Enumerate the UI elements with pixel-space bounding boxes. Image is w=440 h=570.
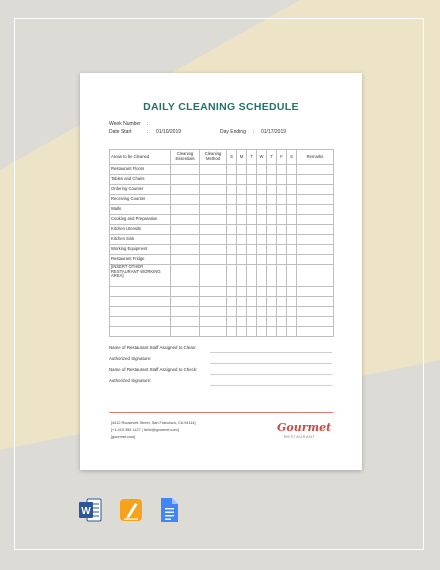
schedule-cell[interactable] bbox=[277, 225, 287, 235]
schedule-cell[interactable] bbox=[287, 185, 297, 195]
schedule-cell[interactable] bbox=[200, 235, 227, 245]
table-header-cell: F bbox=[277, 150, 287, 165]
schedule-cell[interactable] bbox=[277, 287, 287, 297]
schedule-cell[interactable] bbox=[171, 297, 200, 307]
schedule-cell[interactable] bbox=[267, 195, 277, 205]
schedule-cell[interactable] bbox=[200, 195, 227, 205]
staff-check-label: Name of Restaurant Staff Assigned to Check: bbox=[109, 367, 198, 372]
schedule-cell[interactable] bbox=[257, 287, 267, 297]
table-header-cell: M bbox=[237, 150, 247, 165]
schedule-cell[interactable] bbox=[297, 265, 334, 287]
schedule-cell[interactable] bbox=[237, 225, 247, 235]
authorized-signature-line-1[interactable] bbox=[210, 363, 332, 364]
table-header-cell: Areas to be Cleaned bbox=[110, 150, 171, 165]
schedule-cell[interactable] bbox=[297, 245, 334, 255]
schedule-cell[interactable] bbox=[247, 255, 257, 265]
schedule-cell[interactable] bbox=[200, 225, 227, 235]
schedule-cell[interactable] bbox=[171, 327, 200, 337]
schedule-cell[interactable] bbox=[257, 205, 267, 215]
schedule-cell[interactable] bbox=[247, 235, 257, 245]
table-row bbox=[110, 215, 334, 225]
schedule-cell[interactable] bbox=[171, 255, 200, 265]
table-header-cell: Cleaning Method bbox=[200, 150, 227, 165]
schedule-cell[interactable] bbox=[227, 235, 237, 245]
date-start-value: 01/10/2019 bbox=[156, 129, 182, 135]
schedule-cell[interactable] bbox=[227, 287, 237, 297]
schedule-cell[interactable] bbox=[237, 175, 247, 185]
schedule-cell[interactable] bbox=[287, 297, 297, 307]
schedule-cell[interactable] bbox=[287, 175, 297, 185]
date-start-sep: : bbox=[147, 129, 149, 135]
table-row bbox=[110, 235, 334, 245]
table-header-cell: W bbox=[257, 150, 267, 165]
word-icon[interactable] bbox=[78, 497, 102, 523]
schedule-cell[interactable] bbox=[247, 185, 257, 195]
schedule-cell[interactable] bbox=[200, 297, 227, 307]
area-cell: Kitchen Sink bbox=[110, 235, 171, 245]
schedule-cell[interactable] bbox=[257, 297, 267, 307]
schedule-cell[interactable] bbox=[257, 225, 267, 235]
schedule-cell[interactable] bbox=[257, 235, 267, 245]
schedule-cell[interactable] bbox=[277, 195, 287, 205]
schedule-cell[interactable] bbox=[237, 307, 247, 317]
staff-clean-line[interactable] bbox=[210, 352, 332, 353]
day-ending-value: 01/17/2019 bbox=[261, 129, 287, 135]
staff-check-line[interactable] bbox=[210, 374, 332, 375]
schedule-cell[interactable] bbox=[247, 175, 257, 185]
schedule-cell[interactable] bbox=[171, 185, 200, 195]
table-row bbox=[110, 195, 334, 205]
schedule-cell[interactable] bbox=[171, 165, 200, 175]
schedule-cell[interactable] bbox=[257, 185, 267, 195]
table-row bbox=[110, 255, 334, 265]
schedule-cell[interactable] bbox=[267, 327, 277, 337]
schedule-cell[interactable] bbox=[277, 255, 287, 265]
area-cell: Tables and Chairs bbox=[110, 175, 171, 185]
schedule-cell[interactable] bbox=[267, 175, 277, 185]
footer-divider bbox=[109, 412, 333, 413]
schedule-cell[interactable] bbox=[297, 165, 334, 175]
schedule-cell[interactable] bbox=[247, 195, 257, 205]
schedule-cell[interactable] bbox=[287, 205, 297, 215]
schedule-cell[interactable] bbox=[257, 245, 267, 255]
schedule-cell[interactable] bbox=[200, 205, 227, 215]
schedule-cell[interactable] bbox=[247, 327, 257, 337]
area-cell: Receiving Counter bbox=[110, 195, 171, 205]
schedule-cell[interactable] bbox=[287, 287, 297, 297]
schedule-cell[interactable] bbox=[237, 317, 247, 327]
schedule-cell[interactable] bbox=[200, 265, 227, 287]
schedule-cell[interactable] bbox=[171, 265, 200, 287]
table-row bbox=[110, 297, 334, 307]
pages-icon[interactable] bbox=[119, 497, 143, 523]
schedule-cell[interactable] bbox=[277, 215, 287, 225]
schedule-cell[interactable] bbox=[257, 307, 267, 317]
schedule-cell[interactable] bbox=[247, 287, 257, 297]
schedule-cell[interactable] bbox=[171, 225, 200, 235]
schedule-cell[interactable] bbox=[297, 307, 334, 317]
schedule-cell[interactable] bbox=[267, 317, 277, 327]
schedule-cell[interactable] bbox=[247, 317, 257, 327]
cleaning-schedule-table bbox=[109, 149, 334, 337]
schedule-cell[interactable] bbox=[237, 245, 247, 255]
schedule-cell[interactable] bbox=[287, 307, 297, 317]
schedule-cell[interactable] bbox=[237, 195, 247, 205]
schedule-cell[interactable] bbox=[237, 255, 247, 265]
schedule-cell[interactable] bbox=[237, 235, 247, 245]
schedule-cell[interactable] bbox=[227, 255, 237, 265]
schedule-cell[interactable] bbox=[297, 235, 334, 245]
schedule-cell[interactable] bbox=[277, 185, 287, 195]
area-cell bbox=[110, 307, 171, 317]
schedule-cell[interactable] bbox=[297, 205, 334, 215]
schedule-cell[interactable] bbox=[171, 245, 200, 255]
schedule-cell[interactable] bbox=[200, 215, 227, 225]
document-page bbox=[80, 73, 362, 470]
authorized-signature-line-2[interactable] bbox=[210, 385, 332, 386]
schedule-cell[interactable] bbox=[257, 175, 267, 185]
staff-clean-label: Name of Restaurant Staff Assigned to Clean: bbox=[109, 345, 197, 350]
week-number-sep: : bbox=[147, 121, 149, 127]
authorized-signature-label-2: Authorized Signature: bbox=[109, 378, 152, 383]
schedule-cell[interactable] bbox=[267, 287, 277, 297]
schedule-cell[interactable] bbox=[287, 215, 297, 225]
schedule-cell[interactable] bbox=[287, 255, 297, 265]
table-header-cell: Cleaning Essentials bbox=[171, 150, 200, 165]
schedule-cell[interactable] bbox=[227, 185, 237, 195]
schedule-cell[interactable] bbox=[200, 287, 227, 297]
table-header-cell: T bbox=[247, 150, 257, 165]
schedule-cell[interactable] bbox=[247, 307, 257, 317]
table-row bbox=[110, 175, 334, 185]
schedule-cell[interactable] bbox=[267, 297, 277, 307]
document-title: DAILY CLEANING SCHEDULE bbox=[143, 101, 299, 113]
schedule-cell[interactable] bbox=[200, 165, 227, 175]
schedule-cell[interactable] bbox=[297, 225, 334, 235]
date-start-label: Date Start bbox=[109, 129, 132, 135]
table-header-cell: Remarks bbox=[297, 150, 334, 165]
schedule-cell[interactable] bbox=[257, 327, 267, 337]
schedule-cell[interactable] bbox=[277, 175, 287, 185]
table-row bbox=[110, 307, 334, 317]
table-row bbox=[110, 205, 334, 215]
schedule-cell[interactable] bbox=[247, 265, 257, 287]
schedule-cell[interactable] bbox=[227, 205, 237, 215]
area-cell bbox=[110, 317, 171, 327]
schedule-cell[interactable] bbox=[247, 205, 257, 215]
schedule-cell[interactable] bbox=[200, 185, 227, 195]
schedule-cell[interactable] bbox=[277, 327, 287, 337]
schedule-cell[interactable] bbox=[277, 245, 287, 255]
schedule-cell[interactable] bbox=[227, 165, 237, 175]
schedule-cell[interactable] bbox=[171, 205, 200, 215]
schedule-cell[interactable] bbox=[287, 195, 297, 205]
schedule-cell[interactable] bbox=[297, 195, 334, 205]
schedule-cell[interactable] bbox=[297, 297, 334, 307]
schedule-cell[interactable] bbox=[277, 297, 287, 307]
schedule-cell[interactable] bbox=[287, 165, 297, 175]
schedule-cell[interactable] bbox=[247, 225, 257, 235]
table-row bbox=[110, 327, 334, 337]
schedule-cell[interactable] bbox=[287, 225, 297, 235]
area-cell: Cooking and Preparation bbox=[110, 215, 171, 225]
schedule-cell[interactable] bbox=[257, 255, 267, 265]
area-cell bbox=[110, 287, 171, 297]
word-icon-letter: W bbox=[81, 506, 91, 517]
schedule-cell[interactable] bbox=[227, 245, 237, 255]
table-row bbox=[110, 287, 334, 297]
schedule-cell[interactable] bbox=[247, 215, 257, 225]
schedule-cell[interactable] bbox=[297, 185, 334, 195]
schedule-cell[interactable] bbox=[237, 265, 247, 287]
schedule-cell[interactable] bbox=[171, 175, 200, 185]
schedule-cell[interactable] bbox=[277, 307, 287, 317]
schedule-cell[interactable] bbox=[200, 245, 227, 255]
google-docs-icon[interactable] bbox=[157, 497, 181, 523]
schedule-cell[interactable] bbox=[287, 317, 297, 327]
schedule-cell[interactable] bbox=[257, 265, 267, 287]
schedule-cell[interactable] bbox=[257, 317, 267, 327]
schedule-cell[interactable] bbox=[267, 215, 277, 225]
schedule-cell[interactable] bbox=[297, 255, 334, 265]
schedule-cell[interactable] bbox=[267, 307, 277, 317]
schedule-cell[interactable] bbox=[267, 165, 277, 175]
schedule-cell[interactable] bbox=[277, 235, 287, 245]
area-cell bbox=[110, 297, 171, 307]
schedule-cell[interactable] bbox=[247, 297, 257, 307]
table-row bbox=[110, 245, 334, 255]
schedule-cell[interactable] bbox=[237, 165, 247, 175]
schedule-cell[interactable] bbox=[227, 225, 237, 235]
day-ending-label: Day Ending bbox=[220, 129, 246, 135]
schedule-cell[interactable] bbox=[297, 327, 334, 337]
schedule-cell[interactable] bbox=[237, 287, 247, 297]
schedule-cell[interactable] bbox=[200, 255, 227, 265]
table-row bbox=[110, 317, 334, 327]
schedule-cell[interactable] bbox=[227, 317, 237, 327]
schedule-cell[interactable] bbox=[267, 185, 277, 195]
schedule-cell[interactable] bbox=[267, 235, 277, 245]
schedule-cell[interactable] bbox=[287, 327, 297, 337]
schedule-cell[interactable] bbox=[287, 265, 297, 287]
schedule-cell[interactable] bbox=[200, 307, 227, 317]
table-header-cell: S bbox=[227, 150, 237, 165]
schedule-cell[interactable] bbox=[200, 175, 227, 185]
schedule-cell[interactable] bbox=[171, 195, 200, 205]
schedule-cell[interactable] bbox=[237, 327, 247, 337]
schedule-cell[interactable] bbox=[267, 245, 277, 255]
table-header-cell: T bbox=[267, 150, 277, 165]
schedule-cell[interactable] bbox=[227, 327, 237, 337]
footer-website: [gourmet.com] bbox=[111, 435, 136, 439]
gourmet-logo-subtitle: RESTAURANT bbox=[284, 435, 316, 439]
table-header-row bbox=[110, 150, 334, 165]
schedule-cell[interactable] bbox=[257, 215, 267, 225]
area-cell: Restaurant Floors bbox=[110, 165, 171, 175]
schedule-cell[interactable] bbox=[247, 165, 257, 175]
day-ending-sep: : bbox=[253, 129, 255, 135]
table-row bbox=[110, 225, 334, 235]
schedule-cell[interactable] bbox=[277, 165, 287, 175]
area-cell: Kitchen Utensils bbox=[110, 225, 171, 235]
schedule-cell[interactable] bbox=[287, 235, 297, 245]
schedule-cell[interactable] bbox=[277, 205, 287, 215]
footer-contact: [+1-415 355 1127 | hello@gourmet.com] bbox=[111, 428, 179, 432]
schedule-cell[interactable] bbox=[297, 175, 334, 185]
schedule-cell[interactable] bbox=[297, 287, 334, 297]
area-cell: Restaurant Fridge bbox=[110, 255, 171, 265]
schedule-cell[interactable] bbox=[297, 215, 334, 225]
schedule-cell[interactable] bbox=[277, 317, 287, 327]
schedule-cell[interactable] bbox=[227, 307, 237, 317]
schedule-cell[interactable] bbox=[227, 175, 237, 185]
schedule-cell[interactable] bbox=[227, 195, 237, 205]
schedule-cell[interactable] bbox=[200, 317, 227, 327]
schedule-cell[interactable] bbox=[277, 265, 287, 287]
area-cell: Walls bbox=[110, 205, 171, 215]
footer-address: [4412 Roosevelt Street, San Francisco, CA 94114] bbox=[111, 421, 196, 425]
table-row bbox=[110, 185, 334, 195]
schedule-cell[interactable] bbox=[267, 265, 277, 287]
schedule-cell[interactable] bbox=[237, 185, 247, 195]
schedule-cell[interactable] bbox=[267, 255, 277, 265]
schedule-cell[interactable] bbox=[297, 317, 334, 327]
week-number-label: Week Number bbox=[109, 121, 141, 127]
schedule-cell[interactable] bbox=[267, 225, 277, 235]
schedule-cell[interactable] bbox=[227, 215, 237, 225]
table-row bbox=[110, 165, 334, 175]
schedule-cell[interactable] bbox=[257, 165, 267, 175]
table-row bbox=[110, 265, 334, 287]
schedule-cell[interactable] bbox=[267, 205, 277, 215]
area-cell: [INSERT OTHER RESTAURANT WORKING AREA] bbox=[110, 265, 171, 287]
area-cell: Ordering Counter bbox=[110, 185, 171, 195]
schedule-cell[interactable] bbox=[227, 297, 237, 307]
area-cell bbox=[110, 327, 171, 337]
schedule-cell[interactable] bbox=[237, 205, 247, 215]
schedule-cell[interactable] bbox=[287, 245, 297, 255]
schedule-cell[interactable] bbox=[247, 245, 257, 255]
schedule-cell[interactable] bbox=[171, 215, 200, 225]
table-header-cell: S bbox=[287, 150, 297, 165]
schedule-cell[interactable] bbox=[200, 327, 227, 337]
area-cell: Working Equipment bbox=[110, 245, 171, 255]
authorized-signature-label-1: Authorized Signature: bbox=[109, 356, 152, 361]
schedule-cell[interactable] bbox=[171, 287, 200, 297]
schedule-cell[interactable] bbox=[171, 235, 200, 245]
schedule-cell[interactable] bbox=[237, 215, 247, 225]
schedule-cell[interactable] bbox=[257, 195, 267, 205]
schedule-cell[interactable] bbox=[171, 307, 200, 317]
gourmet-logo: Gourmet bbox=[277, 421, 332, 434]
schedule-cell[interactable] bbox=[227, 265, 237, 287]
schedule-cell[interactable] bbox=[171, 317, 200, 327]
schedule-cell[interactable] bbox=[237, 297, 247, 307]
